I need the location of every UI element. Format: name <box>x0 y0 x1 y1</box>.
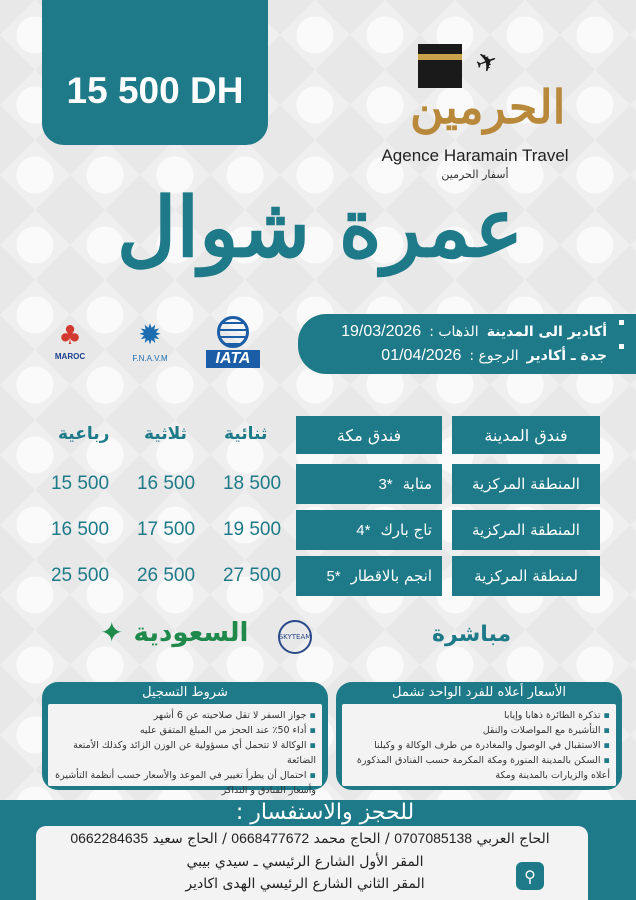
hotel-stars: 3* <box>378 475 393 493</box>
phone2-name: الحاج محمد <box>313 831 381 847</box>
header-double: ثنائية <box>224 424 268 444</box>
phone3-number[interactable]: 0662284635 <box>70 830 149 846</box>
iata-text: IATA <box>206 350 261 368</box>
header-makkah-hotel <box>296 416 442 454</box>
address-2: المقر الثاني الشارع الرئيسي الهدى اكادير <box>185 876 425 892</box>
outbound-line <box>298 320 624 344</box>
return-route: جدة ـ أكادير <box>526 348 607 364</box>
fnavm-text: F.N.A.V.M <box>132 354 168 363</box>
skyteam-text: SKYTEAM <box>278 633 312 641</box>
skyteam-icon <box>278 620 312 654</box>
price-quad: 15 500 <box>50 473 110 494</box>
price-triple: 17 500 <box>136 519 196 540</box>
airline-row <box>0 610 636 660</box>
table-row <box>0 510 636 550</box>
hotel-name: تاج بارك <box>380 521 432 539</box>
price-value: 15 500 DH <box>66 70 244 111</box>
zone-name: المنطقة المركزية <box>472 521 580 539</box>
makkah-hotel-cell <box>296 556 442 596</box>
madinah-zone-cell <box>452 556 600 596</box>
outbound-route: أكادير الى المدينة <box>486 324 607 340</box>
bullet-icon <box>619 320 624 325</box>
list-item: ▪ احتمال أن يطرأ تغيير في الموعد والأسعار حسب أنظمة التأشيرة وأسعار الفنادق و التذاكر <box>54 768 316 798</box>
price-quad: 25 500 <box>50 565 110 586</box>
madinah-zone-cell <box>452 510 600 550</box>
fnavm-emblem-icon: ✹ <box>138 318 162 351</box>
price-double: 19 500 <box>222 519 282 540</box>
price-includes <box>336 682 622 790</box>
saudia-logo <box>100 616 248 649</box>
phone2-number[interactable]: 0668477672 <box>231 830 310 846</box>
price-quad: 16 500 <box>50 519 110 540</box>
hotel-stars: 4* <box>356 521 371 539</box>
iata-logo <box>190 316 276 372</box>
outbound-date: 19/03/2026 <box>341 323 422 340</box>
outbound-label: الذهاب : <box>429 324 479 340</box>
includes-list <box>342 704 616 786</box>
return-label: الرجوع : <box>469 348 519 364</box>
agency-arabic-name: أسفار الحرمين <box>441 168 509 181</box>
price-triple: 26 500 <box>136 565 196 586</box>
hotel-name: انجم بالاقطار <box>350 567 432 585</box>
phone1-number[interactable]: 0707085138 <box>394 830 473 846</box>
zone-name: لمنطقة المركزية <box>474 567 578 585</box>
saudia-name: السعودية <box>133 617 249 648</box>
bullet-icon <box>619 344 624 349</box>
zone-name: المنطقة المركزية <box>472 475 580 493</box>
maroc-text: MAROC <box>54 352 86 361</box>
plane-icon: ✈ <box>471 45 503 81</box>
logo-calligraphy: الحرمين <box>410 80 566 134</box>
table-row <box>0 464 636 504</box>
price-triple: 16 500 <box>136 473 196 494</box>
phone-numbers: الحاج العربي 0707085138 / الحاج محمد 0668477672 / الحاج سعيد 0662284635 <box>70 830 550 847</box>
page-title: عمرة شوال <box>116 180 524 276</box>
palm-swords-icon: ✦ <box>100 616 124 649</box>
includes-title: الأسعار أعلاه للفرد الواحد تشمل <box>391 685 567 700</box>
address-1: المقر الأول الشارع الرئيسي ـ سيدي بيبي <box>186 854 424 870</box>
conditions-title: شروط التسجيل <box>142 685 228 700</box>
list-item: ▪ التأشيرة مع المواصلات والنقل <box>348 723 610 738</box>
makkah-hotel-cell <box>296 464 442 504</box>
list-item: ▪ أداء 50٪ عند الحجز من المبلغ المتفق عليه <box>54 723 316 738</box>
conditions-list <box>48 704 322 796</box>
list-item: ▪ الاستقبال في الوصول والمغادرة من طرف الوكالة و وكيلنا <box>348 738 610 753</box>
agency-name: Agence Haramain Travel <box>381 146 569 165</box>
price-badge <box>42 0 268 145</box>
list-item: ▪ تذكرة الطائرة ذهابا وإيابا <box>348 708 610 723</box>
list-item: ▪ السكن بالمدينة المنورة ومكة المكرمة حسب الفنادق المذكورة أعلاه والزيارات بالمدينة ومكة <box>348 753 610 783</box>
route-box <box>298 314 636 374</box>
table-row <box>0 556 636 596</box>
direct-flight-label: مباشرة <box>432 622 512 647</box>
price-double: 27 500 <box>222 565 282 586</box>
madinah-zone-cell <box>452 464 600 504</box>
price-double: 18 500 <box>222 473 282 494</box>
phone1-name: الحاج العربي <box>476 831 550 847</box>
header-triple: ثلاثية <box>144 424 187 444</box>
header-makkah-label: فندق مكة <box>336 425 402 445</box>
return-date: 01/04/2026 <box>381 347 462 364</box>
list-item: ▪ جواز السفر لا تقل صلاحيته عن 6 أشهر <box>54 708 316 723</box>
header-quad: رباعية <box>58 424 110 444</box>
phone3-name: الحاج سعيد <box>152 831 218 847</box>
globe-icon <box>217 316 249 348</box>
palm-tree-icon: ♣ <box>58 321 82 351</box>
fnavm-logo <box>118 316 182 372</box>
return-line <box>298 344 624 368</box>
location-pin-icon: ⚲ <box>516 862 544 890</box>
maroc-logo <box>48 320 92 372</box>
contact-title: للحجز والاستفسار : <box>235 800 415 825</box>
partner-logos <box>40 316 280 376</box>
header-madinah-label: فندق المدينة <box>484 425 568 445</box>
registration-conditions <box>42 682 328 796</box>
list-item: ▪ الوكالة لا تتحمل أي مسؤولية عن الوزن الزائد وكذلك الأمتعة الضائعة <box>54 738 316 768</box>
makkah-hotel-cell <box>296 510 442 550</box>
header-madinah-hotel <box>452 416 600 454</box>
agency-logo <box>370 18 580 188</box>
hotel-stars: 5* <box>326 567 341 585</box>
hotel-name: متابة <box>402 475 432 493</box>
